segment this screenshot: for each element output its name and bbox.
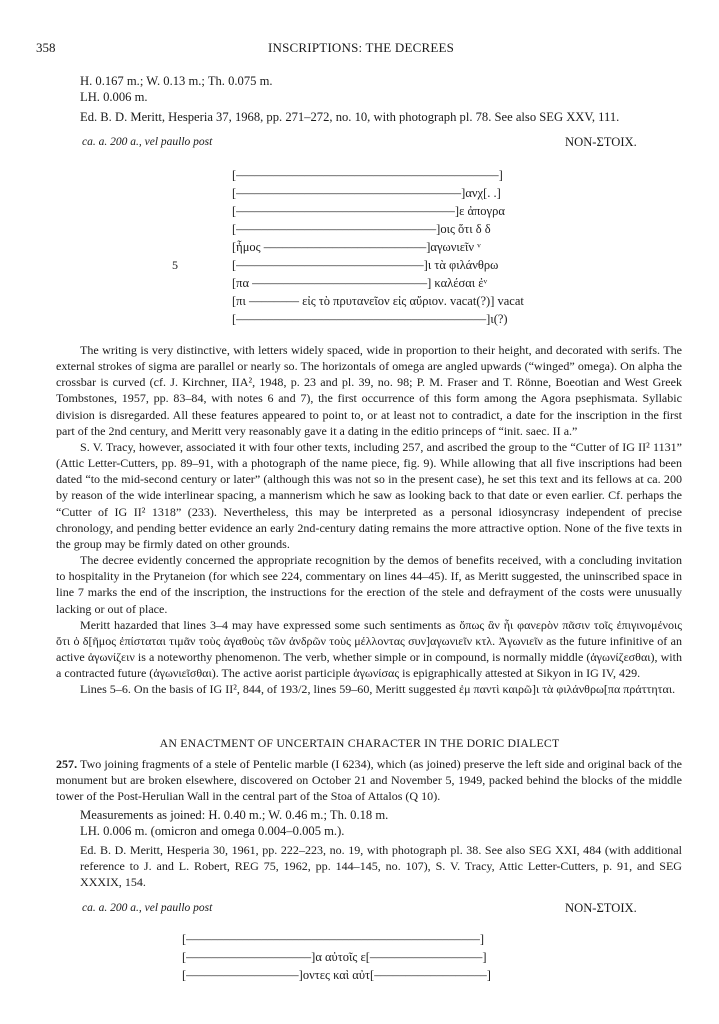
page-number: 358	[36, 40, 56, 55]
text-line: [––––––––––––––––––––––––––––––––––––––––]ι(?)	[232, 312, 508, 326]
text-line: [πα ––––––––––––––––––––––––––––] καλέσαι ἐᵛ	[232, 276, 488, 290]
text-line: [ἧμος ––––––––––––––––––––––––––]αγωνιεῖν ᵛ	[232, 240, 481, 254]
entry-257-edition: Ed. B. D. Meritt, Hesperia 30, 1961, pp. 222–223, no. 19, with photograph pl. 38. See also SEG XXI, 484 (with additional reference to J. and L. Robert, REG 75, 1962, pp. 144–145, no. 107), S. V. Tracy, Attic Letter-Cutters, p. 91, and SEG XXXIX, 154.	[80, 843, 682, 890]
text-line: [––––––––––––––––––––]α αὐτοῖς ε[––––––––––––––––––]	[182, 950, 487, 964]
commentary-paragraph: The decree evidently concerned the appropriate recognition by the demos of benefits received, with a concluding invitation to hospitality in the Prytaneion (for which see 224, commentary on lines 44–45). If, as Meritt suggested, the uninscribed space in line 7 marks the end of the inscription, the instructions for the erection of the stele and defrayment of the costs were unusually lacking or out of place.	[56, 553, 682, 616]
entry-257-edition-block	[56, 842, 682, 890]
entry-257-layout: NON-ΣΤΟΙΧ.	[565, 901, 637, 915]
commentary-paragraph: The writing is very distinctive, with letters widely spaced, wide in proportion to their height, and decorated with serifs. The external strokes of sigma are parallel or nearly so. The horizontals of omega are angled upwards (“winged” omega). On alpha the crossbar is curved (cf. J. Kirchner, IIA², 1948, p. 23 and pl. 39, no. 98; P. M. Fraser and T. Rönne, Boeotian and West Greek Tombstones, 1957, pp. 83–84, with notes 6 and 7), the first occurrence of this form among the Agora psephismata. Syllabic division is disregarded. All these features appeared to point to, or at least not to contradict, a date for the inscription in the first part of the 2nd century, and Meritt very reasonably gave it a dating in the editio princeps of “init. saec. II a.”	[56, 343, 682, 438]
text-line: [––––––––––––––––––]οντες καὶ αὐτ[––––––––––––––––––]	[182, 968, 491, 982]
commentary-block	[56, 342, 682, 697]
entry-256-measurements: H. 0.167 m.; W. 0.13 m.; Th. 0.075 m.	[80, 74, 273, 88]
entry-257-measurements: Measurements as joined: H. 0.40 m.; W. 0.46 m.; Th. 0.18 m.	[80, 808, 389, 822]
running-title: INSCRIPTIONS: THE DECREES	[268, 40, 455, 55]
line-number: 5	[172, 258, 178, 272]
entry-257-number: 257.	[56, 757, 78, 771]
entry-257-date: ca. a. 200 a., vel paullo post	[82, 902, 213, 914]
commentary-paragraph: Meritt hazarded that lines 3–4 may have expressed some such sentiments as ὅπως ἂν ἦι φανερὸν πᾶσιν τοῖς ἐπιγινομένοις ὅτι ὁ δ[ῆμος ἐπίσταται τιμᾶν τοὺς ἀγαθοὺς τῶν ἀνδρῶν τοὺς μέλλοντας συν]αγωνιεῖν κτλ. Ἀγωνιεῖν as the future infinitive of an active ἀγωνίζειν is a noteworthy phenomenon. The verb, whether simple or in compound, is normally middle (ἀγωνίζεσθαι), with a contracted future (ἀγωνιεῖσθαι). The active aorist participle ἀγωνίσας is epigraphically attested at Sikyon in IG IV, 429.	[56, 617, 682, 681]
entry-256-edition: Ed. B. D. Meritt, Hesperia 37, 1968, pp. 271–272, no. 10, with photograph pl. 78. See also SEG XXV, 111.	[80, 110, 620, 124]
entry-257-description: Two joining fragments of a stele of Pentelic marble (I 6234), which (as joined) preserve the left side and original back of the monument but are broken elsewhere, discovered on October 21 and November 5, 1949, packed behind the blocks of the middle tower of the Post-Herulian Wall in the central part of the Stoa of Attalos (Q 10).	[56, 757, 682, 804]
text-line: [––––––––––––––––––––––––––––––––––––]ανχ[. .]	[232, 186, 501, 200]
entry-256-date: ca. a. 200 a., vel paullo post	[82, 136, 213, 148]
commentary-paragraph: Lines 5–6. On the basis of IG II², 844, of 193/2, lines 59–60, Meritt suggested ἐμ παντὶ καιρῶ]ι τὰ φιλάνθρω[πα πράττηται.	[80, 682, 676, 697]
entry-256-letter-height: LH. 0.006 m.	[80, 90, 148, 104]
entry-257-header	[56, 756, 682, 804]
entry-256-layout: NON-ΣΤΟΙΧ.	[565, 135, 637, 149]
commentary-paragraph: S. V. Tracy, however, associated it with four other texts, including 257, and ascribed the group to the “Cutter of IG II² 1131” (Attic Letter-Cutters, pp. 89–91, with a photograph of the name piece, fig. 9). While allowing that all five inscriptions had been dated “to the mid-second century or later” (although this was not so in the present case), he set this text and its fellows at ca. 200 by reason of the wide interlinear spacing, a mannerism which he saw as looking back to that date or even earlier. Cf. perhaps the “Cutter of IG II² 1318” (233). Nevertheless, this may be interpreted as a personal idiosyncrasy independent of precise chronology, and pending better evidence an early 2nd-century dating remains the more attractive option. None of the five texts in the group may be firmly dated on other grounds.	[56, 439, 682, 551]
text-line: [––––––––––––––––––––––––––––––––––––––––––]	[232, 168, 503, 182]
section-title: AN ENACTMENT OF UNCERTAIN CHARACTER IN THE DORIC DIALECT	[159, 736, 560, 750]
entry-257-letter-height: LH. 0.006 m. (omicron and omega 0.004–0.005 m.).	[80, 824, 345, 838]
text-line: [––––––––––––––––––––––––––––––––]οις ὅτι δ δ	[232, 222, 491, 236]
text-line: [–––––––––––––––––––––––––––––––––––––––––––––––]	[182, 932, 485, 946]
text-line: [–––––––––––––––––––––––––––––––––––]ε ἀπογρα	[232, 204, 505, 218]
text-line: [πι –––––––– εἰς τὸ πρυτανεῖον εἰς αὔριον. vacat(?)] vacat	[232, 294, 524, 308]
text-line: [––––––––––––––––––––––––––––––]ι τὰ φιλάνθρω	[232, 258, 499, 272]
